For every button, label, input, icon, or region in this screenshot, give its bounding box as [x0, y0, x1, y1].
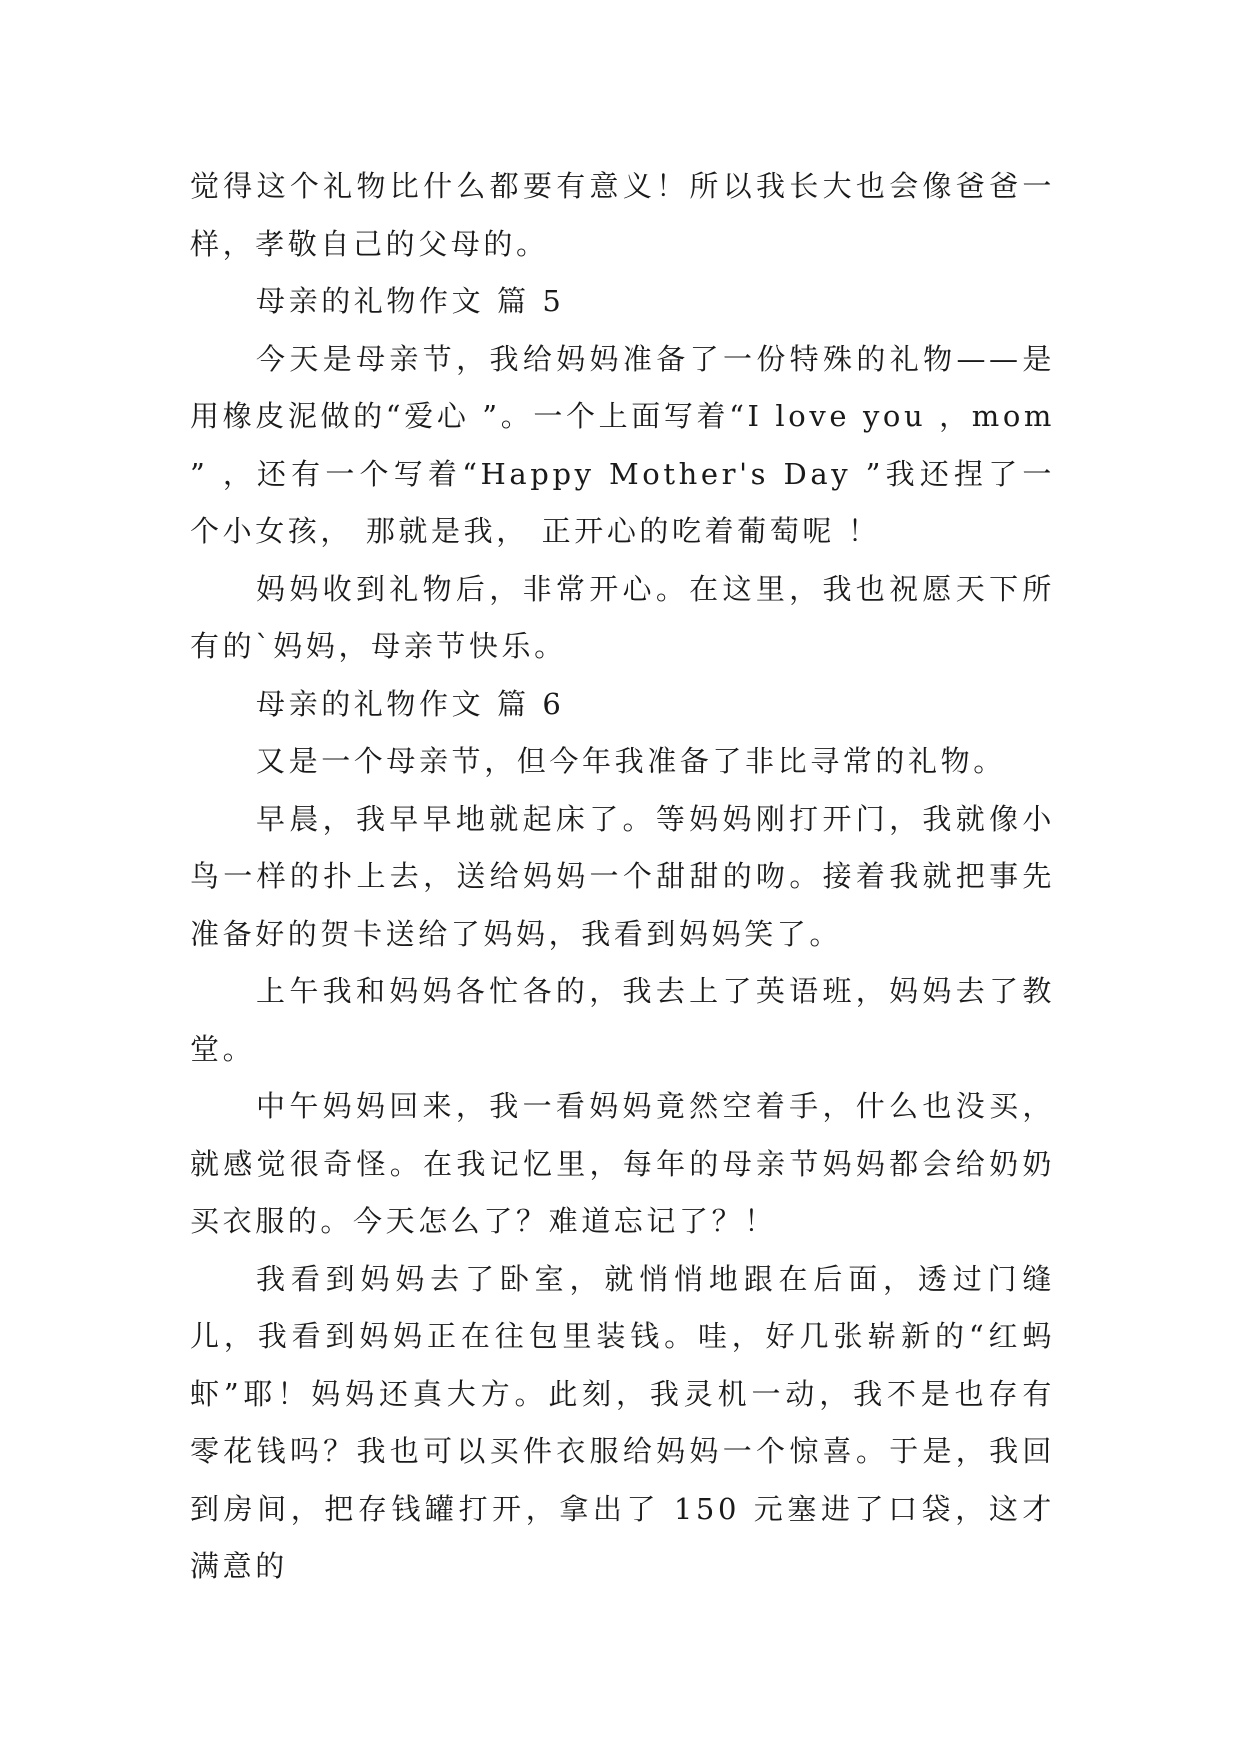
paragraph: 又是一个母亲节，但今年我准备了非比寻常的礼物。: [256, 744, 1006, 778]
paragraph-continuation: 觉得这个礼物比什么都要有意义！所以我长大也会像爸爸一样，孝敬自己的父母的。: [190, 169, 1055, 261]
paragraph: 妈妈收到礼物后，非常开心。在这里，我也祝愿天下所有的`妈妈，母亲节快乐。: [190, 571, 1055, 663]
paragraph: 我看到妈妈去了卧室，就悄悄地跟在后面，透过门缝儿，我看到妈妈正在往包里装钱。哇，好几张崭新的“红蚂虾”耶！妈妈还真大方。此刻，我灵机一动，我不是也存有零花钱吗？我也可以买件衣服给妈妈一个惊喜。于是，我回到房间，把存钱罐打开，拿出了 150 元塞进了口袋，这才满意的: [190, 1261, 1055, 1583]
paragraph: 上午我和妈妈各忙各的，我去上了英语班，妈妈去了教堂。: [190, 974, 1055, 1066]
paragraph: 今天是母亲节，我给妈妈准备了一份特殊的礼物——是用橡皮泥做的“爱心 ”。一个上面写着“I love you ，mom ” ，还有一个写着“Happy Mother's Day ”我还捏了一个小女孩， 那就是我， 正开心的吃着葡萄呢 ！: [190, 341, 1055, 548]
section-heading-6: 母亲的礼物作文 篇 6: [256, 686, 565, 721]
document-page: [190, 158, 1055, 1596]
section-heading-5: 母亲的礼物作文 篇 5: [256, 284, 565, 318]
paragraph: 中午妈妈回来，我一看妈妈竟然空着手，什么也没买，就感觉很奇怪。在我记忆里，每年的母亲节妈妈都会给奶奶买衣服的。今天怎么了？难道忘记了？！: [190, 1089, 1055, 1238]
paragraph: 早晨，我早早地就起床了。等妈妈刚打开门，我就像小鸟一样的扑上去，送给妈妈一个甜甜的吻。接着我就把事先准备好的贺卡送给了妈妈，我看到妈妈笑了。: [190, 801, 1055, 951]
